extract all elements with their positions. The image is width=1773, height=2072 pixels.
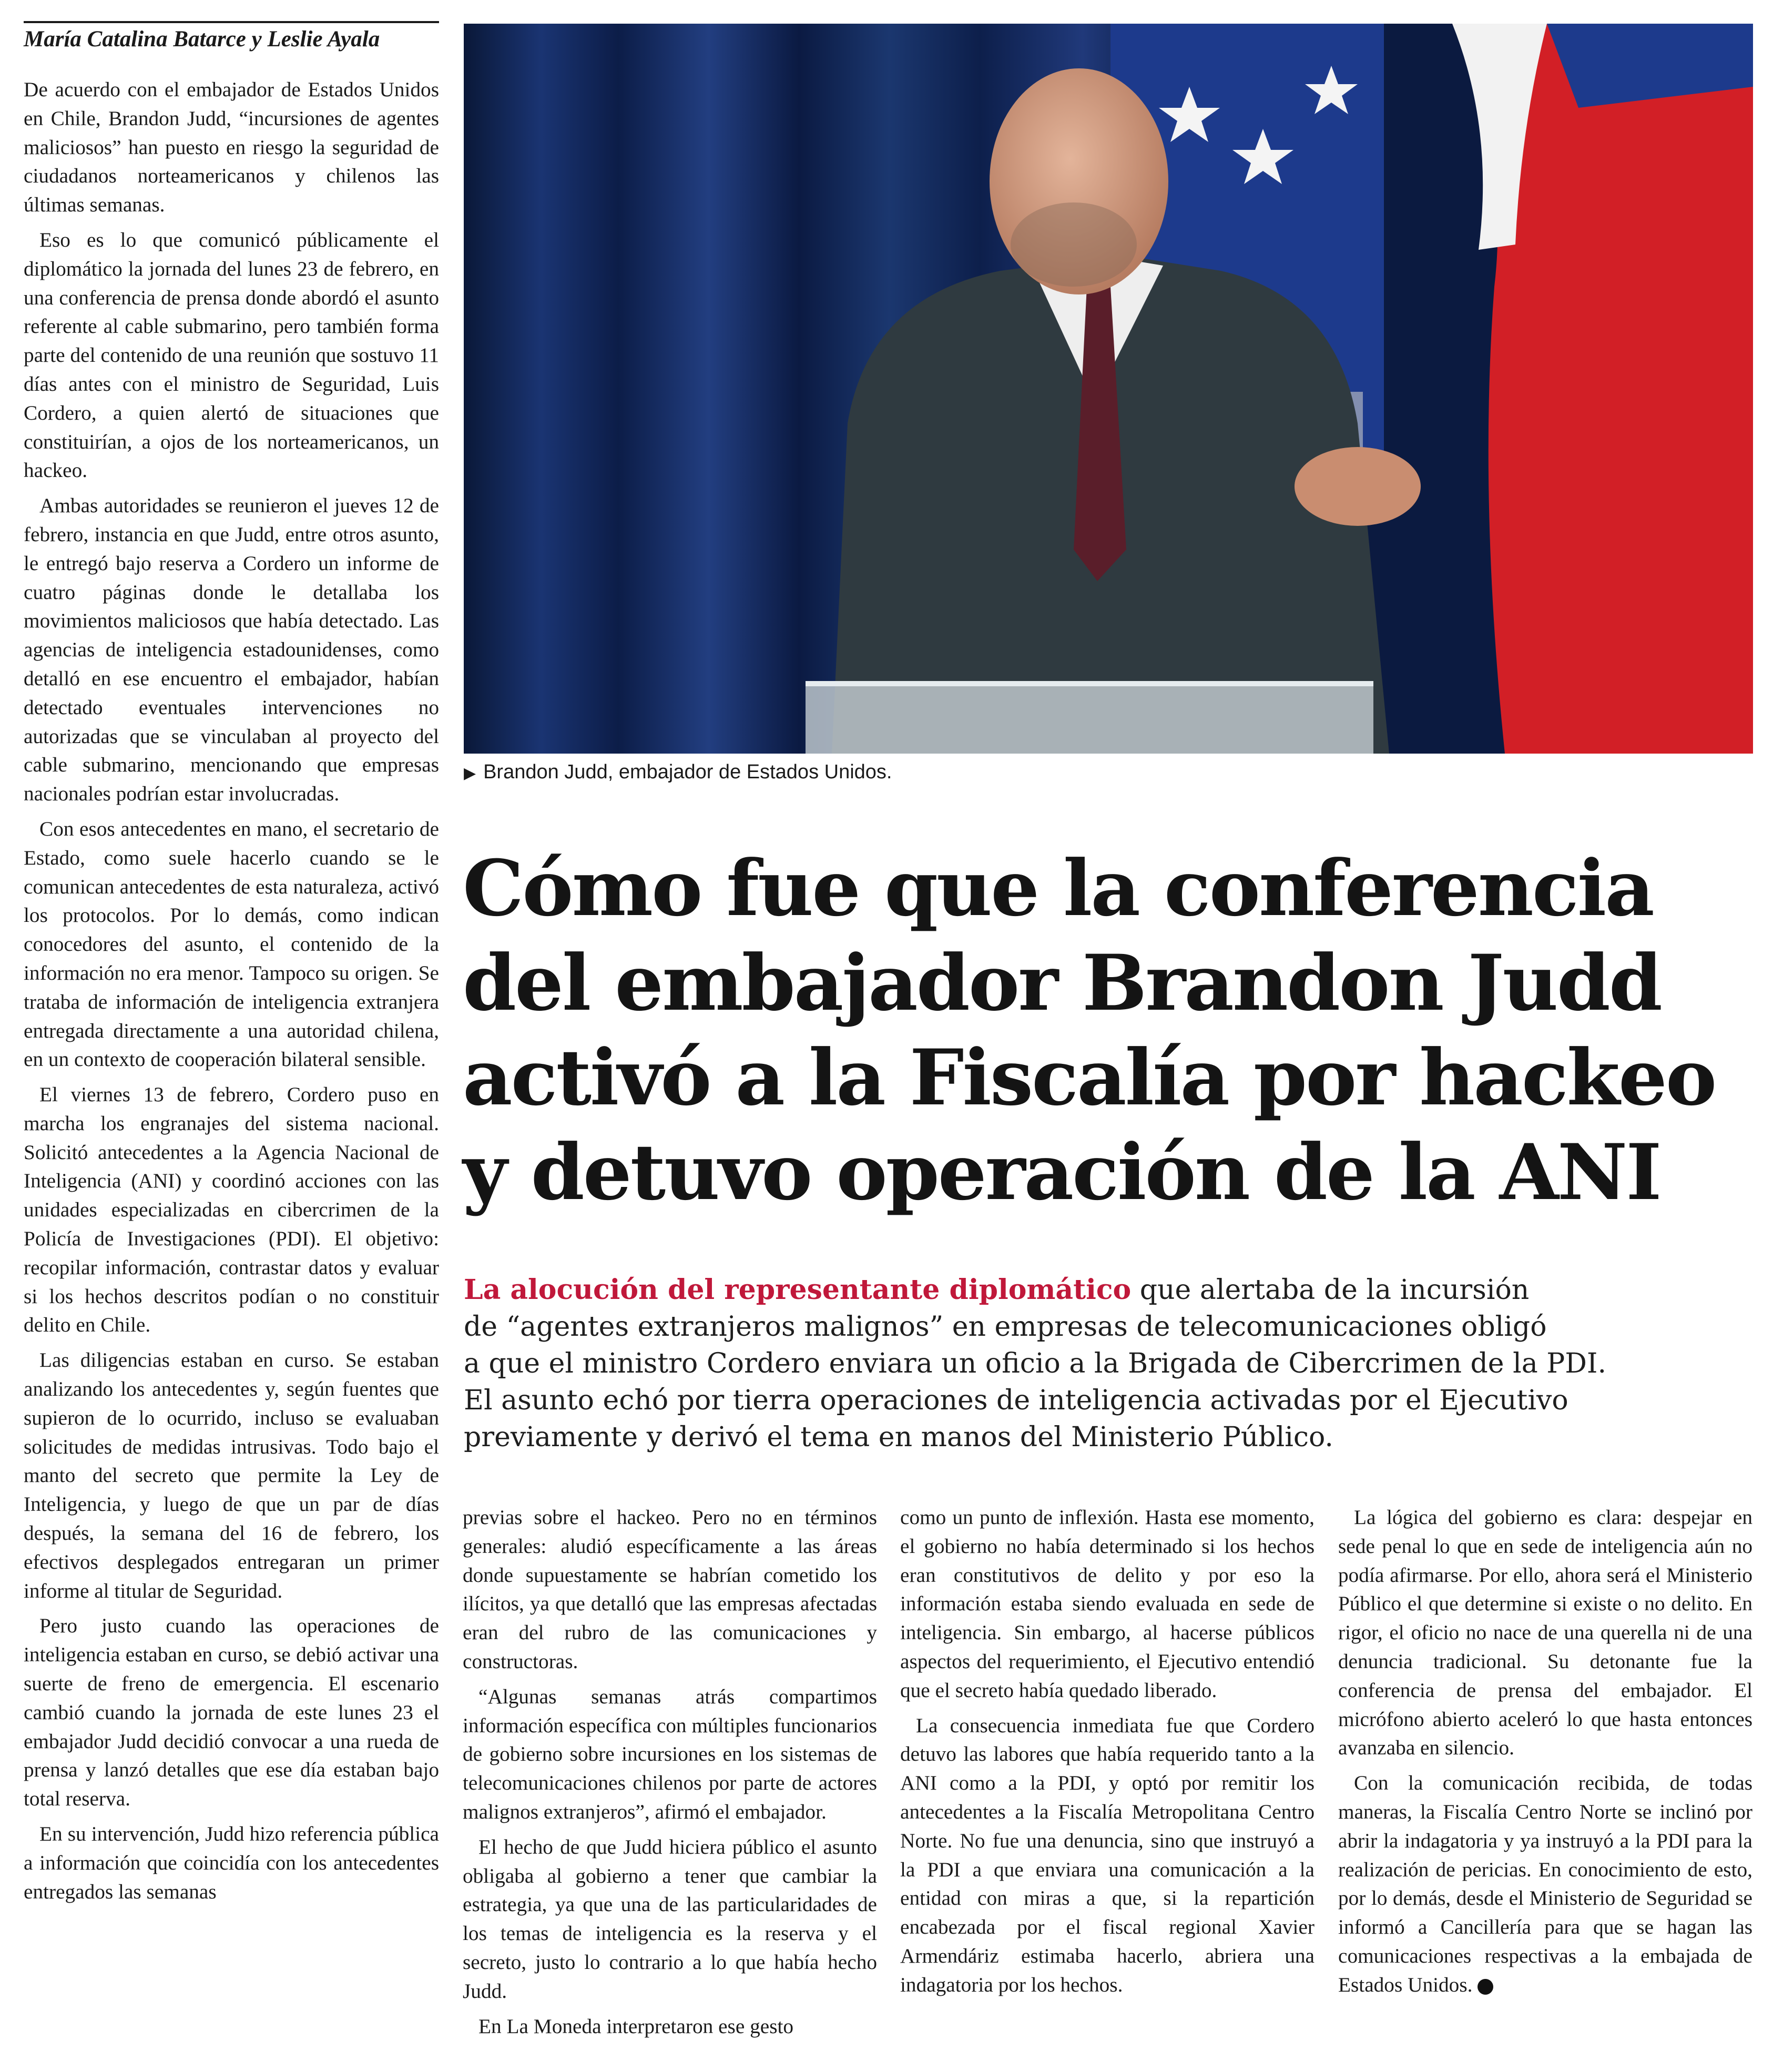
paragraph: El hecho de que Judd hiciera público el asunto obligaba al gobierno a tener que cambiar la estrategia, ya que una de las particularidades de los temas de inteligencia es la reserva y el secreto, justo lo contrario a lo que había hecho Judd. [463, 1835, 877, 2003]
paragraph: previas sobre el hackeo. Pero no en términos generales: aludió específicamente a las áreas donde supuestamente se habrían cometido los ilícitos, ya que detalló que las empresas afectadas eran del rubro de las comunicaciones y constructoras. [463, 1506, 877, 1673]
paragraph: De acuerdo con el embajador de Estados Unidos en Chile, Brandon Judd, “incursiones de agentes maliciosos” han puesto en riesgo la seguridad de ciudadanos norteamericanos y chilenos las últimas semanas. [24, 78, 439, 217]
body-column-1 [24, 75, 439, 1906]
headline-line: del embajador Brandon Judd [463, 938, 1661, 1028]
byline: María Catalina Batarce y Leslie Ayala [24, 21, 439, 52]
paragraph: “Algunas semanas atrás compartimos información específica con múltiples funcionarios de gobierno sobre incursiones en los sistemas de telecomunicaciones chilenos por parte de actores malignos extranjeros”, afirmó el embajador. [463, 1684, 877, 1823]
deck-line: de “agentes extranjeros malignos” en empresas de telecomunicaciones obligó [464, 1311, 1547, 1343]
headline [463, 841, 1756, 1220]
headline-line: y detuvo operación de la ANI [463, 1128, 1660, 1217]
paragraph: El viernes 13 de febrero, Cordero puso en marcha los engranajes del sistema nacional. Solicitó antecedentes a la Agencia Nacional de Inteligencia (ANI) y coordinó acciones con las unidades especializadas en cibercrimen de la Policía de Investigaciones (PDI). El objetivo: recopilar información, contrastar datos y evaluar si los hechos descritos podían o no constituir delito en Chile. [24, 1083, 439, 1337]
paragraph: Las diligencias estaban en curso. Se estaban analizando los antecedentes y, según fuentes que supieron de lo ocurrido, incluso se evaluaban solicitudes de medidas intrusivas. Todo bajo el manto del secreto que permite la Ley de Inteligencia, y luego de que un par de días después, la semana del 16 de febrero, los efectivos desplegados entregaran un primer informe al titular de Seguridad. [24, 1348, 439, 1602]
caption-text: Brandon Judd, embajador de Estados Unidos. [483, 761, 892, 783]
paragraph: Eso es lo que comunicó públicamente el diplomático la jornada del lunes 23 de febrero, en una conferencia de prensa donde abordó el asunto referente al cable submarino, pero también forma parte del contenido de una reunión que sostuvo 11 días antes con el ministro de Seguridad, Luis Cordero, a quien alertó de situaciones que constituirían, a ojos de los norteamericanos, un hackeo. [24, 228, 439, 482]
deck-line: a que el ministro Cordero enviara un oficio a la Brigada de Cibercrimen de la PDI. [464, 1348, 1606, 1379]
paragraph: Con la comunicación recibida, de todas maneras, la Fiscalía Centro Norte se inclinó por abrir la indagatoria y ya instruyó a la PDI para la realización de pericias. En conocimiento de esto, por lo demás, desde el Ministerio de Seguridad se informó a Cancillería para que se hagan las comunicaciones respectivas a la embajada de Estados Unidos. [1338, 1771, 1752, 1996]
caption-arrow-icon: ▶ [464, 765, 476, 782]
deck-line: previamente y derivó el tema en manos del Ministerio Público. [464, 1421, 1333, 1453]
headline-line: activó a la Fiscalía por hackeo [463, 1033, 1716, 1123]
paragraph: Pero justo cuando las operaciones de inteligencia estaban en curso, se debió activar una suerte de freno de emergencia. El escenario cambió cuando la jornada de este lunes 23 el embajador Judd decidió convocar a una rueda de prensa y lanzó detalles que ese día estaban bajo total reserva. [24, 1614, 439, 1811]
paragraph: Con esos antecedentes en mano, el secretario de Estado, como suele hacerlo cuando se le comunican antecedentes de esta naturaleza, activó los protocolos. Por lo demás, como indican conocedores del asunto, el contenido de la información no era menor. Tampoco su origen. Se trataba de información de inteligencia extranjera entregada directamente a una autoridad chilena, en un contexto de cooperación bilateral sensible. [24, 817, 439, 1071]
paragraph: En su intervención, Judd hizo referencia pública a información que coincidía con los antecedentes entregados las semanas [24, 1822, 439, 1903]
deck [464, 1272, 1757, 1456]
paragraph: En La Moneda interpretaron ese gesto [478, 2014, 794, 2038]
deck-lead: La alocución del representante diplomático [464, 1274, 1132, 1306]
paragraph: La lógica del gobierno es clara: despejar en sede penal lo que en sede de inteligencia aún no podía afirmarse. Por ello, ahora será el Ministerio Público el que determine si existe o no delito. En rigor, el oficio no nace de una querella ni de una denuncia tradicional. Su detonante fue la conferencia de prensa del embajador. El micrófono abierto aceleró lo que hasta entonces avanzaba en silencio. [1338, 1506, 1752, 1760]
paragraph: La consecuencia inmediata fue que Cordero detuvo las labores que había requerido tanto a la ANI como a la PDI, y optó por remitir los antecedentes a la Fiscalía Metropolitana Centro Norte. No fue una denuncia, sino que instruyó a la PDI a que enviara una comunicación a la entidad con miras a que, si la repartición encabezada por el fiscal regional Xavier Armendáriz estimaba hacerlo, abriera una indagatoria por los hechos. [900, 1713, 1315, 1996]
body-column-4 [1338, 1503, 1752, 1999]
paragraph: Ambas autoridades se reunieron el jueves 12 de febrero, instancia en que Judd, entre otros asunto, le entregó bajo reserva a Cordero un informe de cuatro páginas donde le detallaba los movimientos maliciosos que había detectado. Las agencias de inteligencia estadounidenses, como detalló en ese encuentro el embajador, habían detectado eventuales intervenciones no autorizadas que se vinculaban al proyecto del cable submarino, mencionando que empresas nacionales podrían estar involucradas. [24, 494, 439, 806]
deck-text: que alertaba de la incursión [1131, 1274, 1530, 1306]
headline-line: Cómo fue que la conferencia [463, 844, 1653, 933]
body-column-2 [463, 1503, 877, 2040]
ambassador-photo [464, 24, 1753, 754]
body-column-3 [900, 1503, 1315, 1999]
paragraph: como un punto de inflexión. Hasta ese momento, el gobierno no había determinado si los hechos eran constitutivos de delito y por eso la información estaba siendo evaluada en sede de inteligencia. Sin embargo, al hacerse públicos aspectos del requerimiento, el Ejecutivo entendió que el secreto había quedado liberado. [900, 1506, 1315, 1702]
deck-line: El asunto echó por tierra operaciones de inteligencia activadas por el Ejecutivo [464, 1385, 1568, 1416]
photo-caption [464, 761, 1753, 784]
end-mark-icon [1477, 1979, 1493, 1995]
